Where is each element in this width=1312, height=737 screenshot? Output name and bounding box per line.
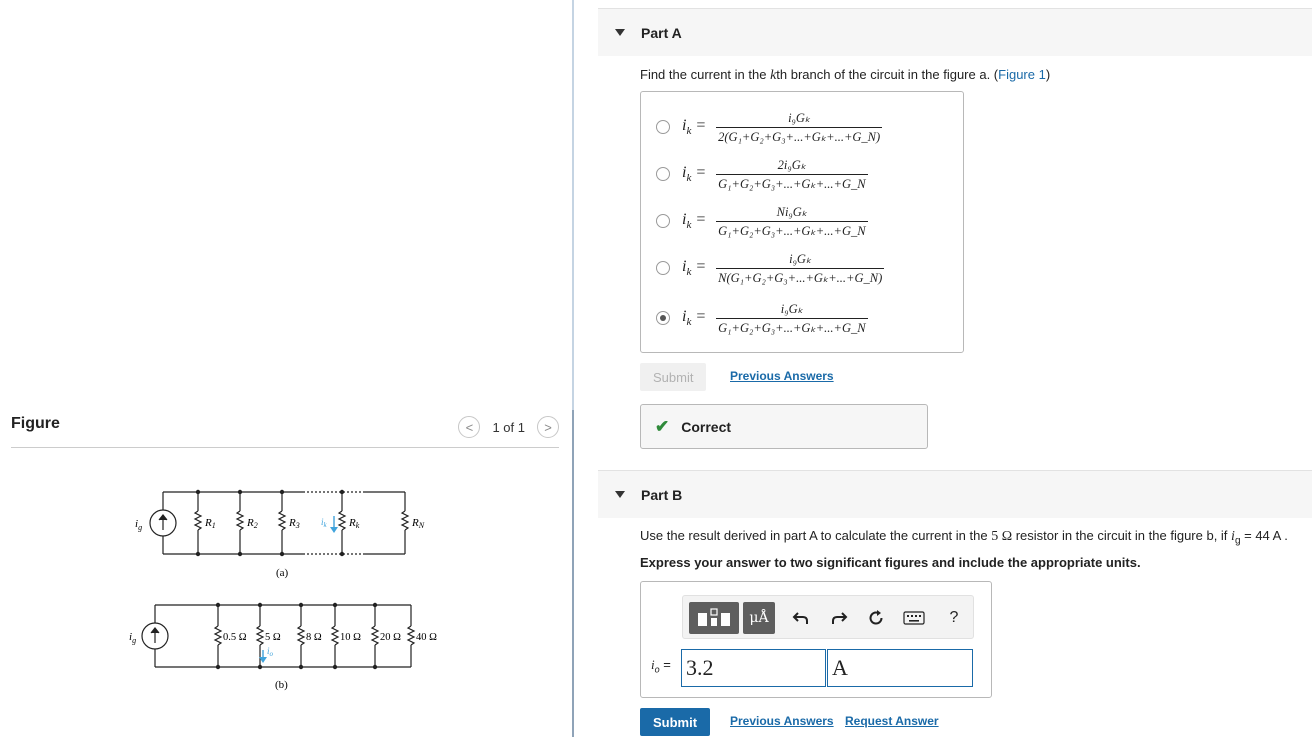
reset-icon[interactable] bbox=[861, 602, 891, 634]
resistor-8-ohm bbox=[298, 605, 304, 667]
next-figure-button[interactable] bbox=[537, 416, 559, 438]
math-toolbar bbox=[682, 595, 974, 639]
prev-figure-button[interactable] bbox=[458, 416, 480, 438]
undo-icon[interactable] bbox=[786, 602, 816, 634]
label-40-ohm: 40 Ω bbox=[416, 632, 437, 643]
label-8-ohm: 8 Ω bbox=[306, 632, 322, 643]
choice-5-radio[interactable] bbox=[656, 311, 670, 325]
part-b-header[interactable] bbox=[598, 470, 1312, 518]
choice-2-fraction: $\frac{\text{2i₉Gₖ}}{\text{G₁+G₂+G₃+...+Gₖ+...+G\_N}}$ bbox=[718, 157, 866, 191]
choice-1[interactable] bbox=[656, 107, 882, 147]
label-io: $i_o$ bbox=[267, 646, 274, 658]
label-ik: $i_k$ bbox=[321, 517, 327, 529]
part-a-submit-button[interactable]: Submit bbox=[640, 363, 706, 391]
label-5-ohm: 5 Ω bbox=[265, 632, 281, 643]
choice-3[interactable] bbox=[656, 201, 868, 241]
resistor-40-ohm bbox=[408, 605, 414, 667]
answer-entry-box bbox=[640, 581, 992, 698]
part-a-header[interactable] bbox=[598, 8, 1312, 56]
part-b-instruction: Express your answer to two significant figures and include the appropriate units. bbox=[640, 555, 1141, 570]
pane-divider-handle[interactable] bbox=[572, 410, 574, 737]
caret-down-icon bbox=[615, 29, 625, 36]
part-b-prompt: Use the result derived in part A to calculate the current in the 5 Ω resistor in the circuit in the figure b, if $i_g = 44$ A . bbox=[640, 528, 1288, 547]
circuit-a bbox=[150, 492, 408, 554]
pager-text: 1 of 1 bbox=[492, 419, 525, 435]
caret-down-icon bbox=[615, 491, 625, 498]
label-rk: Rk bbox=[349, 517, 360, 530]
chevron-right-icon: > bbox=[544, 419, 552, 435]
part-a-prompt: Find the current in the kth branch of the circuit in the figure a. (Figure 1) bbox=[640, 67, 1051, 83]
correct-feedback bbox=[640, 404, 928, 449]
part-b-previous-answers-link[interactable]: Previous Answers bbox=[730, 714, 834, 728]
figure-pane bbox=[0, 0, 572, 737]
part-b-title: Part B bbox=[641, 486, 683, 503]
choice-4-lhs: $i_k$ = bbox=[682, 257, 707, 279]
current-ik-arrow bbox=[330, 516, 338, 533]
choice-4-fraction: $\frac{\text{i₉Gₖ}}{\text{N(G₁+G₂+G₃+...+Gₖ+...+G\_N)}}$ bbox=[718, 251, 883, 285]
choice-1-lhs: $i_k$ = bbox=[682, 116, 707, 138]
label-r3: R3 bbox=[289, 517, 300, 530]
redo-icon[interactable] bbox=[824, 602, 854, 634]
resistor-r2 bbox=[237, 492, 243, 554]
resistor-rn bbox=[402, 492, 408, 554]
choice-2-radio[interactable] bbox=[656, 167, 670, 181]
chevron-left-icon: < bbox=[465, 419, 474, 435]
part-b-submit-button[interactable]: Submit bbox=[640, 708, 710, 736]
part-a-previous-answers-link[interactable]: Previous Answers bbox=[730, 369, 834, 383]
figure-header bbox=[11, 412, 559, 448]
choice-5-fraction: $\frac{\text{i₉Gₖ}}{\text{G₁+G₂+G₃+...+Gₖ+...+G\_N}}$ bbox=[718, 301, 866, 335]
label-r1: R1 bbox=[205, 517, 216, 530]
choice-5[interactable] bbox=[656, 298, 868, 338]
value-input[interactable]: 3.2 bbox=[681, 649, 826, 687]
figure-pager bbox=[458, 416, 559, 438]
help-icon[interactable]: ? bbox=[949, 609, 959, 626]
resistor-rk bbox=[339, 492, 345, 554]
io-label: $i_o$ = bbox=[651, 657, 671, 675]
source-label-b: $i_g$ bbox=[129, 631, 137, 645]
resistor-r3 bbox=[279, 492, 285, 554]
resistor-20-ohm bbox=[372, 605, 378, 667]
keyboard-icon[interactable] bbox=[899, 602, 929, 634]
caption-b: (b) bbox=[275, 679, 288, 691]
choice-3-fraction: $\frac{\text{Ni₉Gₖ}}{\text{G₁+G₂+G₃+...+Gₖ+...+G\_N}}$ bbox=[718, 204, 866, 238]
feedback-text: Correct bbox=[681, 418, 732, 435]
label-0-5-ohm: 0.5 Ω bbox=[223, 632, 247, 643]
figure-title: Figure bbox=[11, 415, 60, 432]
checkmark-icon: ✔ bbox=[655, 416, 670, 436]
source-label-a: $i_g$ bbox=[135, 518, 143, 532]
part-a-title: Part A bbox=[641, 24, 682, 41]
resistor-r1 bbox=[195, 492, 201, 554]
request-answer-link[interactable]: Request Answer bbox=[845, 714, 939, 728]
figure-1-link[interactable]: Figure 1 bbox=[998, 67, 1046, 82]
choice-3-lhs: $i_k$ = bbox=[682, 210, 707, 232]
choice-5-lhs: $i_k$ = bbox=[682, 307, 707, 329]
resistor-0-5-ohm bbox=[215, 605, 221, 667]
choice-1-radio[interactable] bbox=[656, 120, 670, 134]
circuit-figure bbox=[125, 478, 455, 698]
unit-input[interactable]: A bbox=[827, 649, 973, 687]
choice-4[interactable] bbox=[656, 248, 884, 288]
resistor-10-ohm bbox=[332, 605, 338, 667]
choice-4-radio[interactable] bbox=[656, 261, 670, 275]
units-button[interactable]: μÅ bbox=[743, 602, 775, 634]
choice-3-radio[interactable] bbox=[656, 214, 670, 228]
choice-1-fraction: $\frac{\text{i₉Gₖ}}{\text{2(G₁+G₂+G₃+...+Gₖ+...+G\_N)}}$ bbox=[718, 110, 881, 144]
label-r2: R2 bbox=[247, 517, 258, 530]
choice-2[interactable] bbox=[656, 154, 868, 194]
caption-a: (a) bbox=[276, 567, 289, 579]
choice-2-lhs: $i_k$ = bbox=[682, 163, 707, 185]
answer-choices bbox=[640, 91, 964, 353]
label-20-ohm: 20 Ω bbox=[380, 632, 401, 643]
label-10-ohm: 10 Ω bbox=[340, 632, 361, 643]
label-rn: RN bbox=[412, 517, 425, 530]
templates-button[interactable] bbox=[689, 602, 739, 634]
templates-icon bbox=[696, 607, 732, 629]
